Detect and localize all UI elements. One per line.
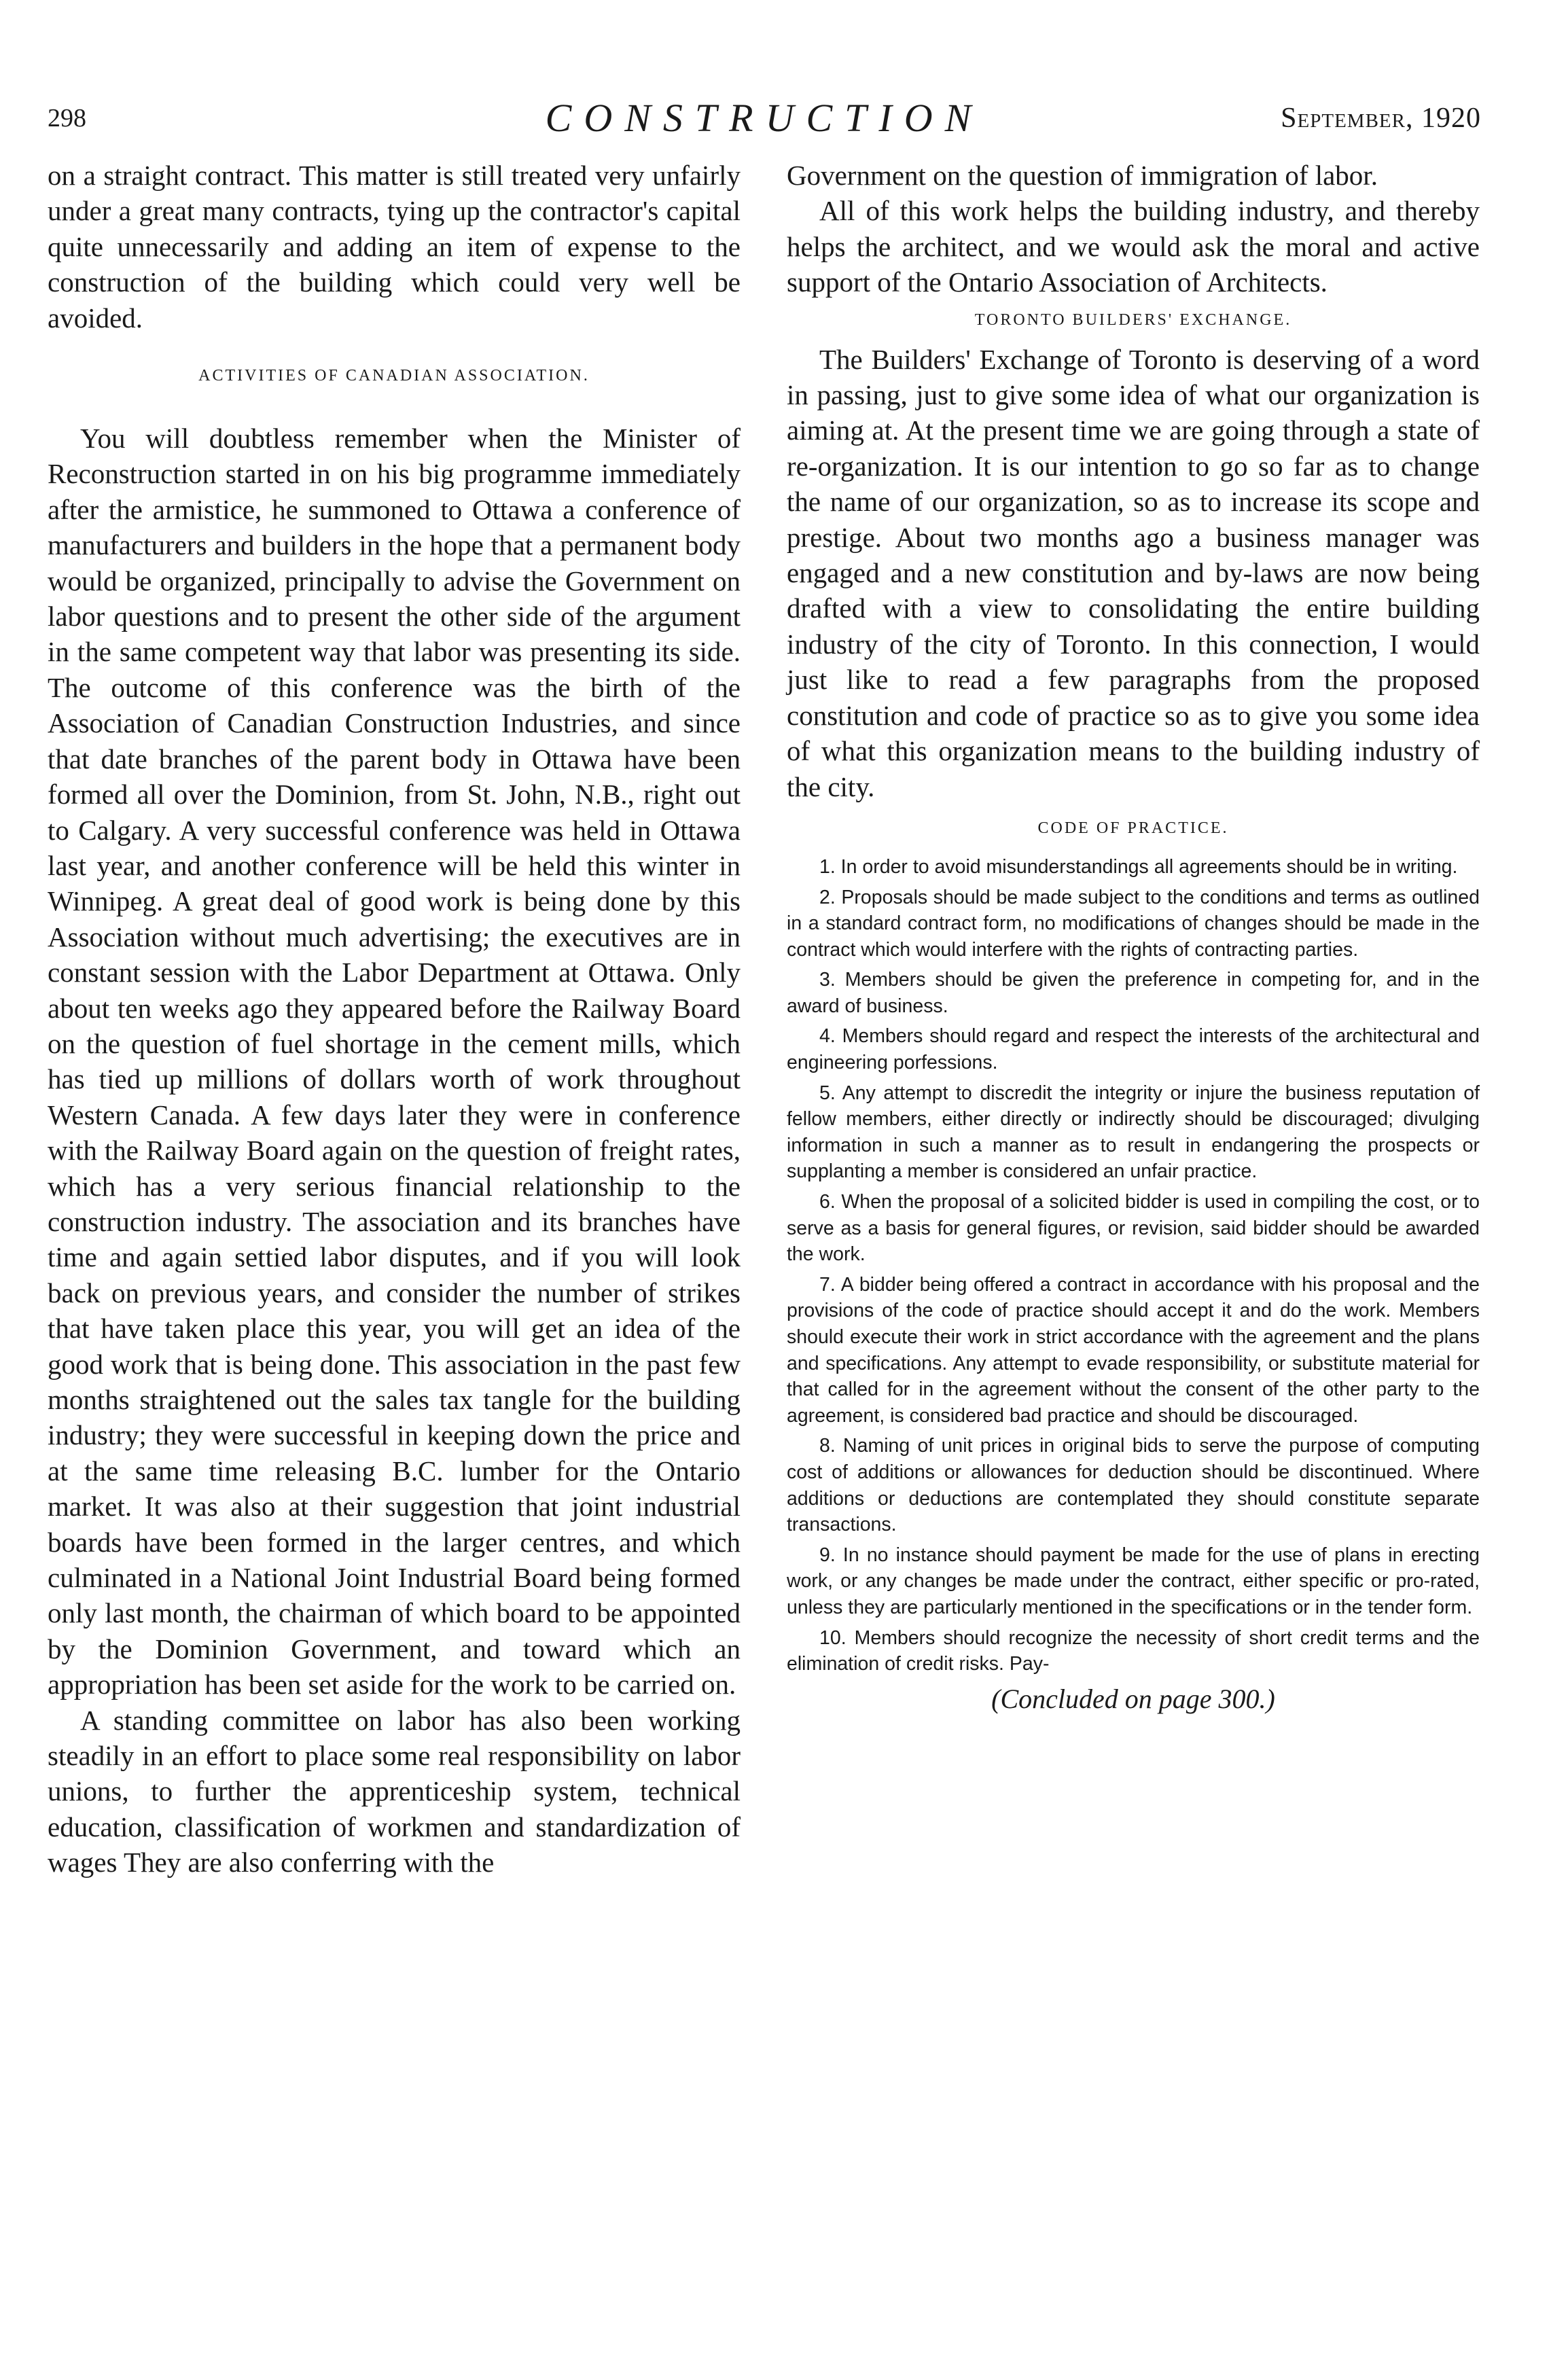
list-item: 4. Members should regard and respect the interests of the architectural and engineering porfessions. <box>787 1025 1480 1074</box>
page-number: 298 <box>48 104 86 132</box>
section-heading: CODE OF PRACTICE. <box>1037 819 1229 837</box>
list-item: 3. Members should be given the preference in competing for, and in the award of business. <box>787 969 1480 1017</box>
list-item: 9. In no instance should payment be made for the use of plans in erecting work, or any changes be made under the contract, either specific or pro-rated, unless they are particularly mentioned in the specifications or in the tender form. <box>787 1544 1480 1618</box>
paragraph: Government on the question of immigration of labor. <box>787 160 1378 191</box>
list-item: 6. When the proposal of a solicited bidder is used in compiling the cost, or to serve as a basis for general figures, or revision, said bidder should be awarded the work. <box>787 1191 1480 1266</box>
list-item: 5. Any attempt to discredit the integrity or injure the business reputation of fellow members, either directly or indirectly should be discouraged; divulging information in such a manner as to result in endangering the prospects or supplanting a member is considered an unfair practice. <box>787 1082 1480 1183</box>
list-item: 1. In order to avoid misunderstandings all agreements should be in writing. <box>819 855 1458 878</box>
left-column <box>48 158 741 1881</box>
paragraph: You will doubtless remember when the Minister of Reconstruction started in on his big programme immediately after the armistice, he summoned to Ottawa a conference of manufacturers and builders in the hope that a permanent body would be organized, principally to advise the Government on labor questions and to present the other side of the argument in the same competent way that labor was presenting its side. The outcome of this conference was the birth of the Association of Canadian Construction Industries, and since that date branches of the parent body in Ottawa have been formed all over the Dominion, from St. John, N.B., right out to Calgary. A very successful conference was held in Ottawa last year, and another conference will be held this winter in Winnipeg. A great deal of good work is being done by this Association without much advertising; the executives are in constant session with the Labor Department at Ottawa. Only about ten weeks ago they appeared before the Railway Board on the question of fuel shortage in the cement mills, which has tied up millions of dollars worth of work throughout Western Canada. A few days later they were in conference with the Railway Board again on the question of freight rates, which has a very serious financial relationship to the construction industry. The association and its branches have time and again settied labor disputes, and if you will look back on previous years, and consider the number of strikes that have taken place this year, you will get an idea of the good work that is being done. This association in the past few months straightened out the sales tax tangle for the building industry; they were successful in keeping down the price and at the same time releasing B.C. lumber for the Ontario market. It was also at their suggestion that joint industrial boards have been formed in the larger centres, and which culminated in a National Joint Industrial Board being formed only last month, the chairman of which board to be appointed by the Dominion Government, and toward which an appropriation has been set aside for the work to be carried on. <box>48 423 741 1701</box>
paragraph: The Builders' Exchange of Toronto is deserving of a word in passing, just to give some idea of what our organization is aiming at. At the present time we are going through a state of re-organization. It is our intention to go so far as to change the name of our organization, so as to increase its scope and prestige. About two months ago a business manager was engaged and a new constitution and by-laws are now being drafted with a view to consolidating the entire building industry of the city of Toronto. In this connection, I would just like to read a few paragraphs from the proposed constitution and code of practice so as to give you some idea of what this organization means to the building industry of the city. <box>787 343 1480 802</box>
issue-date: September, 1920 <box>1281 103 1481 134</box>
section-heading: TORONTO BUILDERS' EXCHANGE. <box>974 310 1292 329</box>
paragraph: All of this work helps the building industry, and thereby helps the architect, and we would ask the moral and active support of the Ontario Association of Architects. <box>787 195 1480 298</box>
continuation-note: (Concluded on page 300.) <box>991 1683 1275 1714</box>
paragraph: A standing committee on labor has also been working steadily in an effort to place some real responsibility on labor unions, to further the apprenticeship system, technical education, classification of workmen and standardization of wages They are also conferring with the <box>48 1704 741 1879</box>
page-header <box>48 95 1481 149</box>
list-item: 2. Proposals should be made subject to the conditions and terms as outlined in a standard contract form, no modifications of changes should be made in the contract which would interfere with the rights of contracting parties. <box>787 886 1480 961</box>
section-heading: ACTIVITIES OF CANADIAN ASSOCIATION. <box>198 367 590 385</box>
publication-title: CONSTRUCTION <box>545 96 984 140</box>
list-item: 10. Members should recognize the necessity of short credit terms and the elimination of credit risks. Pay- <box>787 1626 1480 1675</box>
list-item: 7. A bidder being offered a contract in accordance with his proposal and the provisions of the code of practice should accept it and do the work. Members should execute their work in strict accordance with the agreement and the plans and specifications. Any attempt to evade responsibility, or substitute material for that called for in the agreement without the consent of the other party to the agreement, is considered bad practice and should be discouraged. <box>787 1273 1480 1427</box>
paragraph: on a straight contract. This matter is still treated very unfairly under a great many contracts, tying up the contractor's capital quite unnecessarily and adding an item of expense to the construction of the building which could very well be avoided. <box>48 160 741 334</box>
code-of-practice-list <box>787 854 1480 1677</box>
list-item: 8. Naming of unit prices in original bids to serve the purpose of computing cost of additions or allowances for deduction should be discontinued. Where additions or deductions are contemplated they should constitute separate transactions. <box>787 1435 1480 1536</box>
right-column <box>787 158 1480 1715</box>
